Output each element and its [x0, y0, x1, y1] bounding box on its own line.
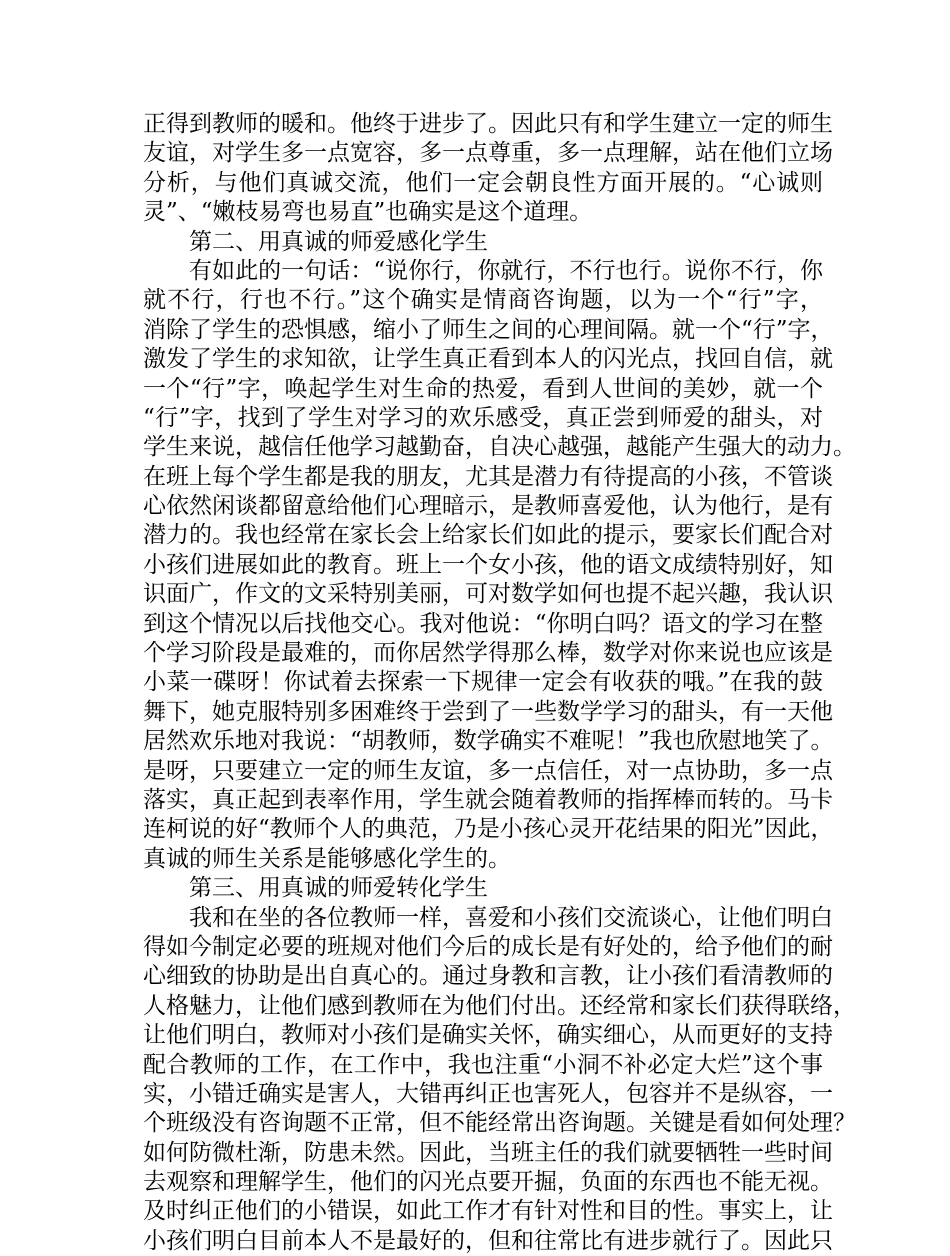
text-line: 实，小错迁确实是害人，大错再纠正也害死人，包容并不是纵容，一: [143, 1080, 833, 1107]
text-line: 连柯说的好“教师个人的典范，乃是小孩心灵开花结果的阳光”因此，: [143, 816, 834, 843]
body-text: [143, 110, 856, 1256]
text-line: 去观察和理解学生，他们的闪光点要开掘，负面的东西也不能无视。: [143, 1169, 833, 1196]
text-line: 配合教师的工作，在工作中，我也注重“小洞不补必定大烂”这个事: [143, 1051, 823, 1078]
section-heading: 第三、用真诚的师爱转化学生: [189, 875, 488, 902]
text-line: 到这个情况以后找他交心。我对他说：“你明白吗？语文的学习在整: [143, 610, 823, 637]
text-line: 小孩们进展如此的教育。班上一个女小孩，他的语文成绩特别好，知: [143, 551, 833, 578]
text-line: 心细致的协助是出自真心的。通过身教和言教，让小孩们看清教师的: [143, 963, 833, 990]
text-line: 是呀，只要建立一定的师生友谊，多一点信任，对一点协助，多一点: [143, 757, 833, 784]
text-line: 及时纠正他们的小错误，如此工作才有针对性和目的性。事实上，让: [143, 1198, 833, 1225]
text-line: 一个“行”字，唤起学生对生命的热爱，看到人世间的美妙，就一个: [143, 375, 823, 402]
text-line: 识面广，作文的文采特别美丽，可对数学如何也提不起兴趣，我认识: [143, 581, 833, 608]
section-heading: 第二、用真诚的师爱感化学生: [189, 228, 488, 255]
text-line: 消除了学生的恐惧感，缩小了师生之间的心理间隔。就一个“行”字，: [143, 316, 834, 343]
text-line: 友谊，对学生多一点宽容，多一点尊重，多一点理解，站在他们立场: [143, 140, 833, 167]
text-line: 让他们明白，教师对小孩们是确实关怀，确实细心，从而更好的支持: [143, 1022, 833, 1049]
text-line: 就不行，行也不行。”这个确实是情商咨询题，以为一个“行”字，: [143, 287, 823, 314]
text-line: 个学习阶段是最难的，而你居然学得那么棒，数学对你来说也应该是: [143, 640, 833, 667]
text-line: 得如今制定必要的班规对他们今后的成长是有好处的，给予他们的耐: [143, 933, 833, 960]
text-line: 小菜一碟呀！你试着去探索一下规律一定会有收获的哦。”在我的鼓: [143, 669, 823, 696]
text-line: “行”字，找到了学生对学习的欢乐感受，真正尝到师爱的甜头，对: [143, 404, 823, 431]
text-line: 激发了学生的求知欲，让学生真正看到本人的闪光点，找回自信，就: [143, 346, 833, 373]
text-line: 潜力的。我也经常在家长会上给家长们如此的提示，要家长们配合对: [143, 522, 833, 549]
text-line: 心依然闲谈都留意给他们心理暗示，是教师喜爱他，认为他行，是有: [143, 493, 833, 520]
text-line: 我和在坐的各位教师一样，喜爱和小孩们交流谈心，让他们明白: [189, 904, 833, 931]
text-line: 有如此的一句话：“说你行，你就行，不行也行。说你不行，你: [189, 257, 823, 284]
text-line: 真诚的师生关系是能够感化学生的。: [143, 845, 511, 872]
text-line: 人格魅力，让他们感到教师在为他们付出。还经常和家长们获得联络，: [143, 992, 856, 1019]
text-line: 正得到教师的暖和。他终于进步了。因此只有和学生建立一定的师生: [143, 111, 833, 137]
text-line: 居然欢乐地对我说：“胡教师，数学确实不难呢！”我也欣慰地笑了。: [143, 728, 834, 755]
text-line: 分析，与他们真诚交流，他们一定会朝良性方面开展的。“心诚则: [143, 169, 823, 196]
text-line: 如何防微杜渐，防患未然。因此，当班主任的我们就要牺牲一些时间: [143, 1139, 833, 1166]
text-line: 小孩们明白目前本人不是最好的，但和往常比有进步就行了。因此只: [143, 1227, 833, 1254]
text-line: 灵”、“嫩枝易弯也易直”也确实是这个道理。: [143, 199, 593, 226]
text-line: 个班级没有咨询题不正常，但不能经常出咨询题。关键是看如何处理？: [143, 1110, 856, 1137]
text-line: 落实，真正起到表率作用，学生就会随着教师的指挥棒而转的。马卡: [143, 786, 833, 813]
text-line: 在班上每个学生都是我的朋友，尤其是潜力有待提高的小孩，不管谈: [143, 463, 833, 490]
text-line: 舞下，她克服特别多困难终于尝到了一些数学学习的甜头，有一天他: [143, 698, 833, 725]
text-line: 学生来说，越信任他学习越勤奋，自决心越强，越能产生强大的动力。: [143, 434, 856, 461]
